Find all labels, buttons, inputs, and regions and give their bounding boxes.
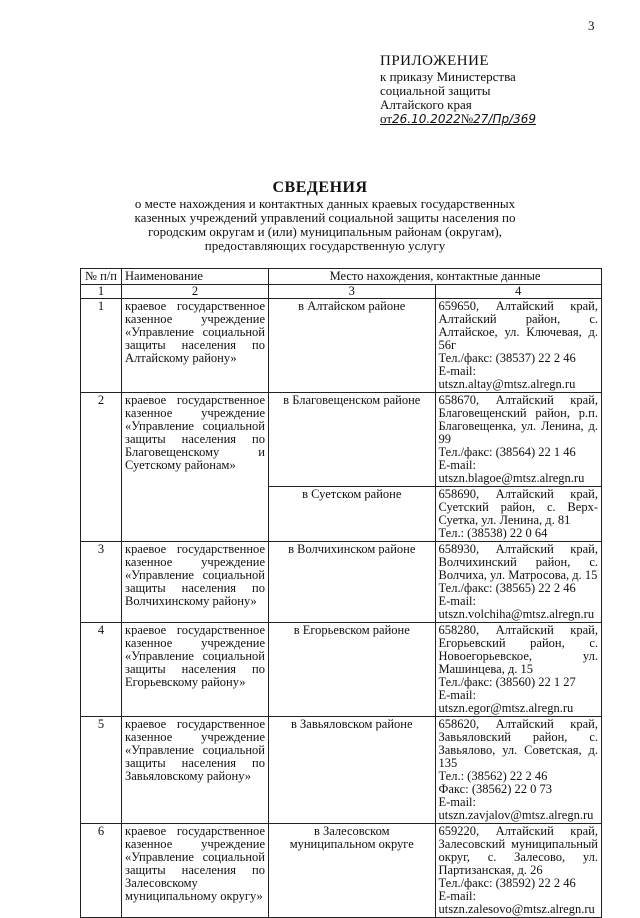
document-subtitle: о месте нахождения и контактных данных краевых государственных казенных учреждений управлений социальной защиты населения по городским округам и (или) муниципальным районам (округам), предоставляющих государственную услугу <box>134 196 516 253</box>
header-name: Наименование <box>122 269 269 285</box>
email-line: E-mail: utszn.blagoe@mtsz.alregn.ru <box>438 458 585 485</box>
email-line: E-mail: utszn.zavjalov@mtsz.alregn.ru <box>438 795 594 822</box>
date-prefix: от <box>380 111 393 126</box>
district: в Суетском районе <box>269 487 436 542</box>
phone-line: Тел./факс: (38564) 22 1 46 <box>438 445 576 459</box>
row-number: 1 <box>81 299 122 393</box>
col-number: 2 <box>122 285 269 299</box>
phone-line: Тел./факс: (38565) 22 2 46 <box>438 581 576 595</box>
row-number: 6 <box>81 824 122 918</box>
contact-details <box>435 717 602 824</box>
institution-name: краевое государственное казенное учреждение «Управление социальной защиты населения по Благовещенскому и Суетскому районам» <box>122 393 269 542</box>
table-row <box>81 623 602 717</box>
email-line: E-mail: utszn.zalesovo@mtsz.alregn.ru <box>438 889 595 916</box>
contact-details <box>435 393 602 487</box>
address-line: 658620, Алтайский край, Завьяловский район, с. Завьялово, ул. Советская, д. 135 <box>438 717 598 770</box>
appendix-line: Алтайского края <box>380 97 472 112</box>
district: в Алтайском районе <box>269 299 436 393</box>
phone-line: Тел./факс: (38560) 22 1 27 <box>438 675 576 689</box>
appendix-block <box>380 54 620 126</box>
address-line: 658280, Алтайский край, Егорьевский район, с. Новоегорьевское, ул. Машинцева, д. 15 <box>438 623 598 676</box>
email-line: E-mail: utszn.volchiha@mtsz.alregn.ru <box>438 594 595 621</box>
table-row <box>81 542 602 623</box>
row-number: 3 <box>81 542 122 623</box>
number-prefix: № <box>460 111 474 126</box>
table-row <box>81 717 602 824</box>
district: в Залесовском муниципальном округе <box>269 824 436 918</box>
email-line: E-mail: utszn.altay@mtsz.alregn.ru <box>438 364 576 391</box>
row-number: 5 <box>81 717 122 824</box>
phone-line: Тел./факс: (38592) 22 2 46 <box>438 876 576 890</box>
contact-details <box>435 623 602 717</box>
col-number: 1 <box>81 285 122 299</box>
phone-line: Факс: (38562) 22 0 73 <box>438 782 553 796</box>
table-row <box>81 299 602 393</box>
institution-name: краевое государственное казенное учреждение «Управление социальной защиты населения по Алтайскому району» <box>122 299 269 393</box>
appendix-date-line <box>380 112 620 126</box>
row-number: 2 <box>81 393 122 542</box>
institution-name: краевое государственное казенное учреждение «Управление социальной защиты населения по Волчихинскому району» <box>122 542 269 623</box>
contact-details <box>435 299 602 393</box>
col-number: 4 <box>435 285 602 299</box>
address-line: 659220, Алтайский край, Залесовский муниципальный округ, с. Залесово, ул. Партизанская, д. 26 <box>438 824 598 877</box>
institution-name: краевое государственное казенное учреждение «Управление социальной защиты населения по Залесовскому муниципальному округу» <box>122 824 269 918</box>
contact-details <box>435 824 602 918</box>
institution-name: краевое государственное казенное учреждение «Управление социальной защиты населения по Егорьевскому району» <box>122 623 269 717</box>
table-header-row <box>81 269 602 285</box>
district: в Благовещенском районе <box>269 393 436 487</box>
header-location: Место нахождения, контактные данные <box>269 269 602 285</box>
handwritten-number: 27/Пр/369 <box>473 112 537 126</box>
district: в Егорьевском районе <box>269 623 436 717</box>
district: в Волчихинском районе <box>269 542 436 623</box>
address-line: 658670, Алтайский край, Благовещенский район, р.п. Благовещенка, ул. Ленина, д. 99 <box>438 393 598 446</box>
address-line: 658690, Алтайский край, Суетский район, с. Верх-Суетка, ул. Ленина, д. 81 <box>438 487 598 527</box>
page-number: 3 <box>588 18 595 33</box>
column-number-row <box>81 285 602 299</box>
contact-details <box>435 487 602 542</box>
address-line: 658930, Алтайский край, Волчихинский район, с. Волчиха, ул. Матросова, д. 15 <box>438 542 598 582</box>
table-row <box>81 824 602 918</box>
email-line: E-mail: utszn.egor@mtsz.alregn.ru <box>438 688 574 715</box>
appendix-line: социальной защиты <box>380 83 491 98</box>
table-row <box>81 393 602 487</box>
handwritten-date: 26.10.2022 <box>392 112 461 126</box>
header-num: № п/п <box>81 269 122 285</box>
phone-line: Тел.: (38562) 22 2 46 <box>438 769 548 783</box>
address-line: 659650, Алтайский край, Алтайский район, с. Алтайское, ул. Ключевая, д. 56г <box>438 299 598 352</box>
appendix-heading: ПРИЛОЖЕНИЕ <box>380 53 490 69</box>
appendix-line: к приказу Министерства <box>380 69 516 84</box>
district: в Завьяловском районе <box>269 717 436 824</box>
contact-details <box>435 542 602 623</box>
row-number: 4 <box>81 623 122 717</box>
col-number: 3 <box>269 285 436 299</box>
institution-name: краевое государственное казенное учреждение «Управление социальной защиты населения по Завьяловскому району» <box>122 717 269 824</box>
document-title: СВЕДЕНИЯ <box>272 179 368 196</box>
institutions-table <box>80 268 602 918</box>
phone-line: Тел./факс: (38537) 22 2 46 <box>438 351 576 365</box>
phone-line: Тел.: (38538) 22 0 64 <box>438 526 548 540</box>
